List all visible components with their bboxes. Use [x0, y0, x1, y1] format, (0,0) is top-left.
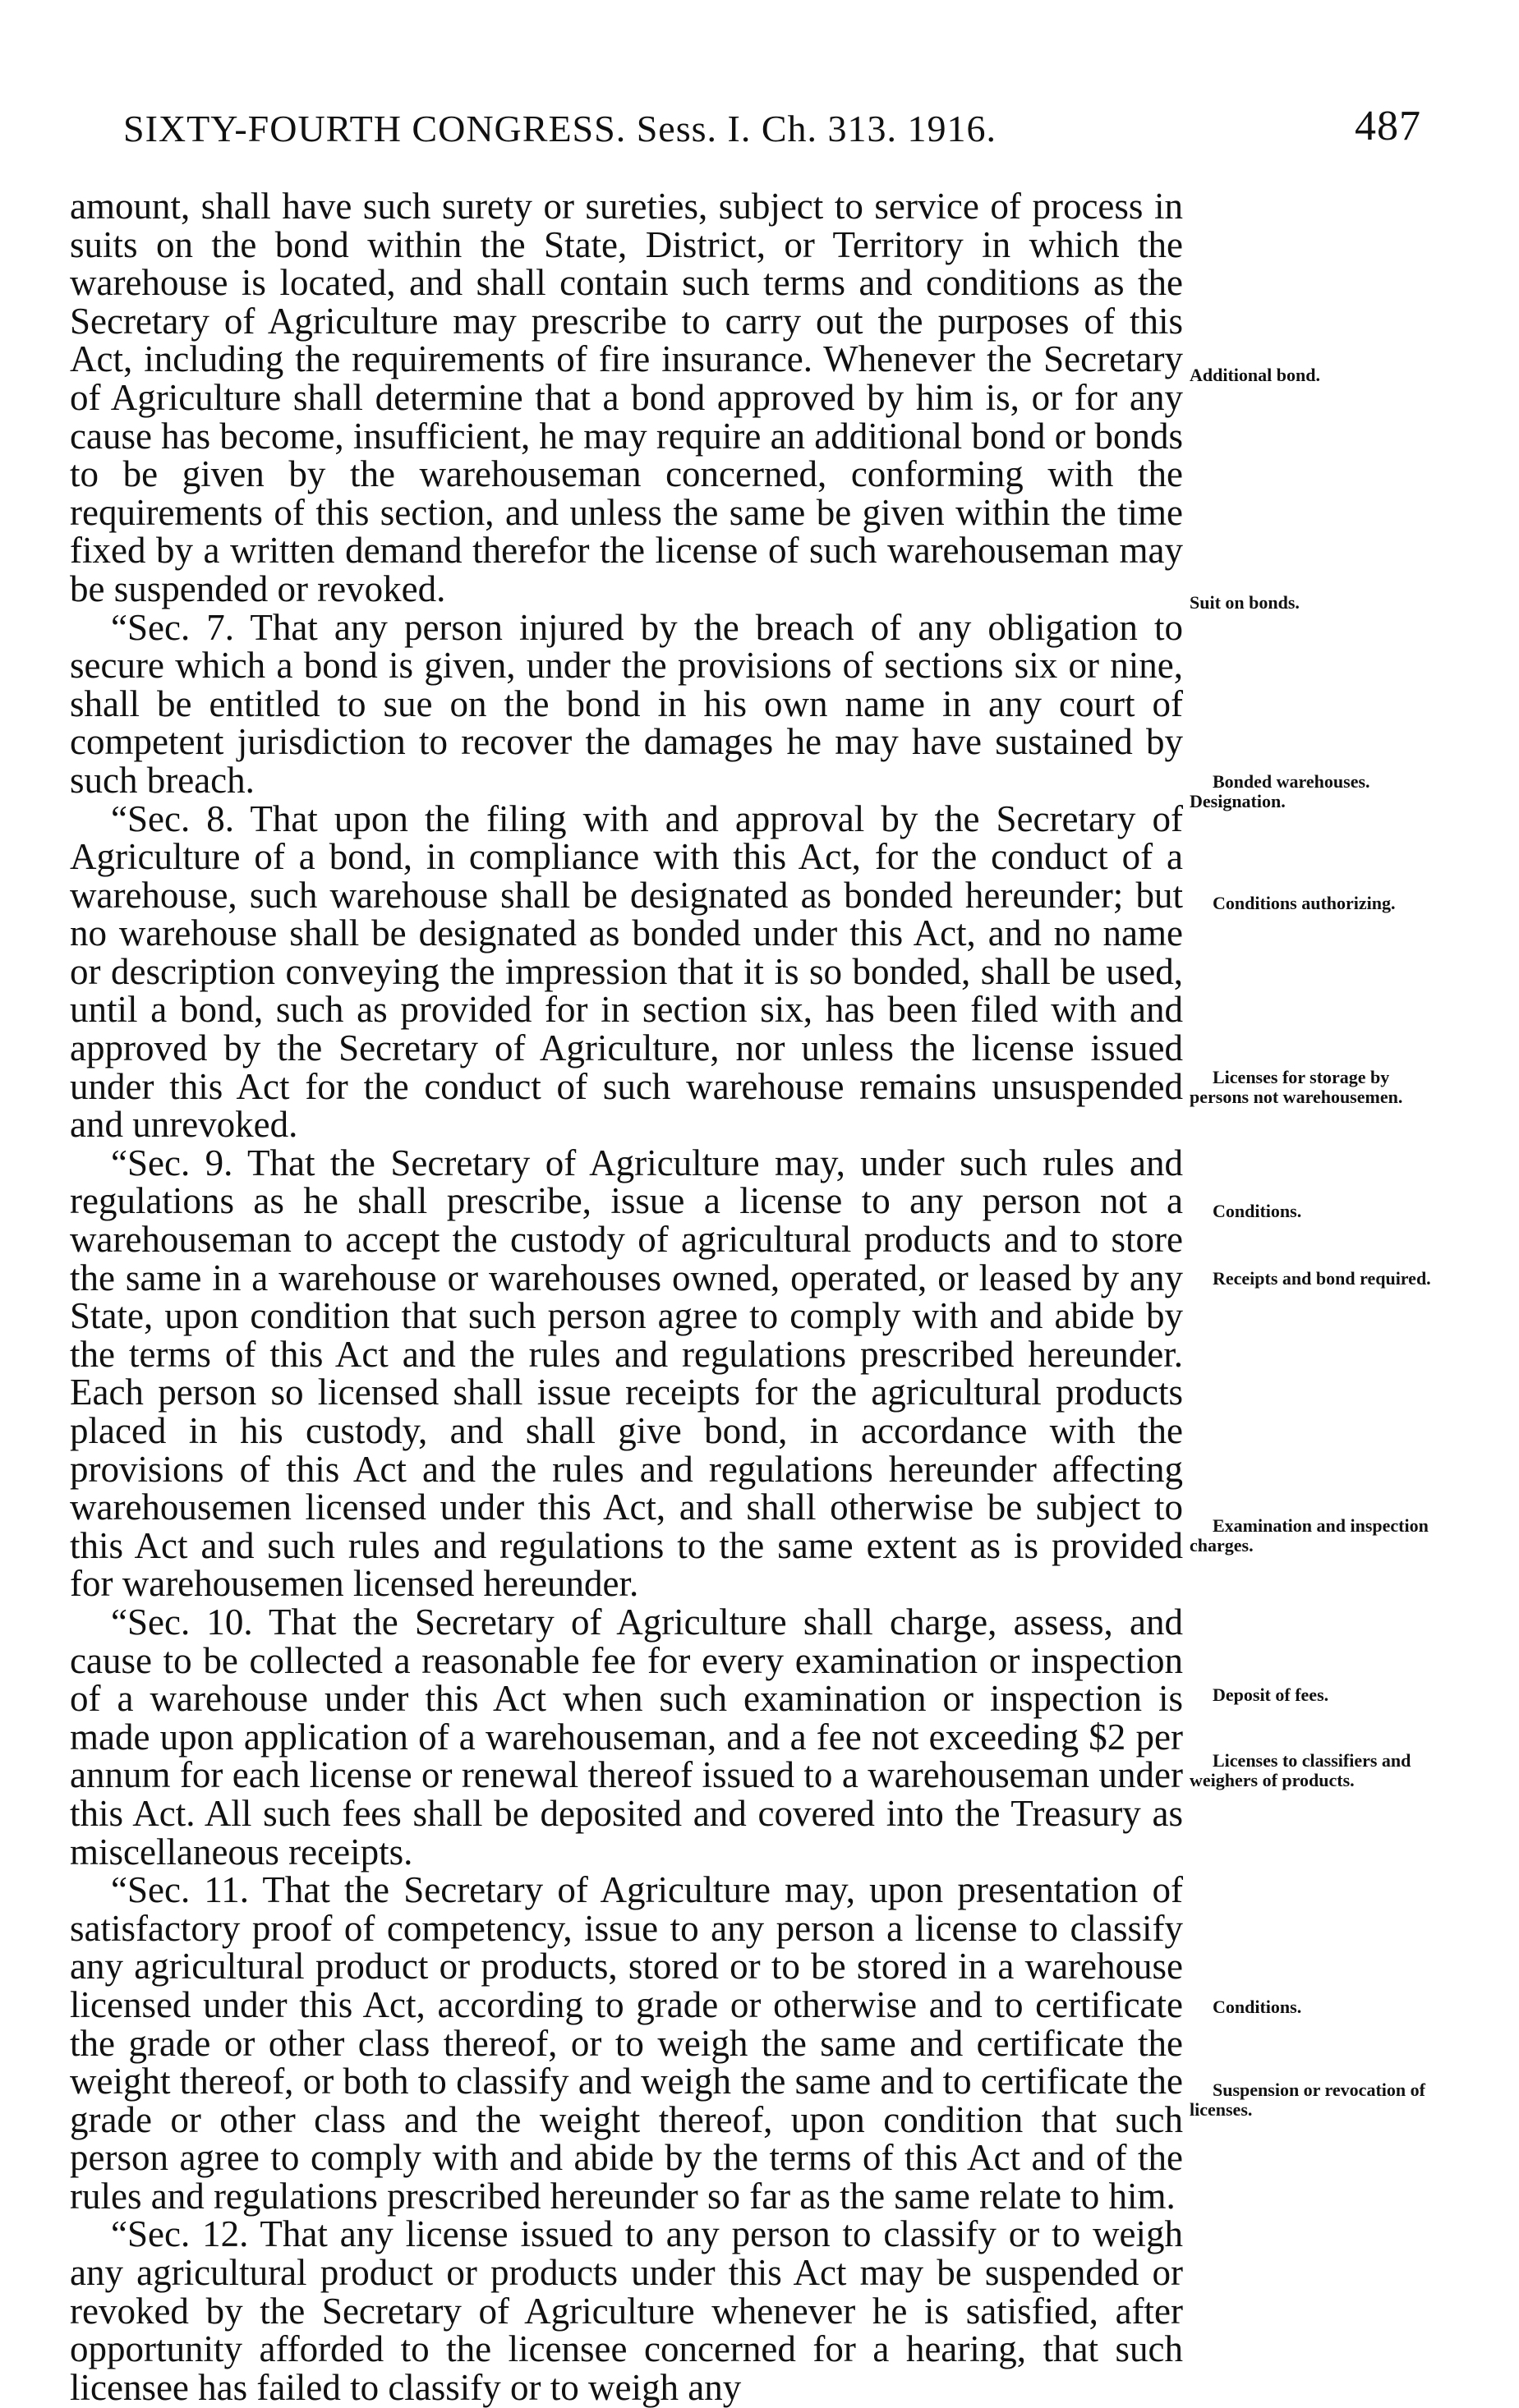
sidenote-conditions-2: Conditions. — [1213, 1997, 1302, 2017]
sidenote-licenses-classifiers: Licenses to classifiers and weighers of products. — [1190, 1750, 1411, 1790]
running-title: SIXTY-FOURTH CONGRESS. Sess. I. Ch. 313. 1916. — [123, 108, 997, 149]
sidenote-examination-charges: Examination and inspection charges. — [1190, 1515, 1429, 1556]
paragraph-sec9: “Sec. 9. That the Secretary of Agriculture may, under such rules and regulations as he shall prescribe, issue a license to any person not a warehouseman to accept the custody of agricultural products and to store the same in a warehouse or warehouses owned, operated, or leased by any State, upon condition that such person agree to comply with and abide by the terms of this Act and the rules and regulations prescribed hereunder. Each person so licensed shall issue receipts for the agricultural products placed in his custody, and shall give bond, in accordance with the provisions of this Act and the rules and regulations hereunder affecting warehousemen licensed under this Act, and shall otherwise be subject to this Act and such rules and regulations to the same extent as is provided for warehousemen licensed hereunder. — [70, 1142, 1183, 1605]
sidenote-deposit-fees: Deposit of fees. — [1213, 1684, 1329, 1705]
paragraph-sec8: “Sec. 8. That upon the filing with and approval by the Secretary of Agriculture of a bond, in compliance with this Act, for the conduct of a warehouse, such warehouse shall be designated as bonded hereunder; but no warehouse shall be designated as bonded under this Act, and no name or description conveying the impression that it is so bonded, shall be used, until a bond, such as provided for in section six, has been filed with and approved by the Secretary of Agriculture, nor unless the license issued under this Act for the conduct of such warehouse remains unsuspended and unrevoked. — [70, 797, 1183, 1146]
sidenote-bonded-warehouses: Bonded warehouses. Designation. — [1190, 771, 1370, 811]
sidenote-suspension-revocation: Suspension or revocation of licenses. — [1190, 2079, 1425, 2120]
sidenote-conditions-authorizing: Conditions authorizing. — [1213, 893, 1396, 913]
sidenote-suit-on-bonds: Suit on bonds. — [1190, 592, 1300, 613]
sidenote-licenses-storage: Licenses for storage by persons not warehousemen. — [1190, 1067, 1403, 1107]
paragraph-sec11: “Sec. 11. That the Secretary of Agriculture may, upon presentation of satisfactory proof of competency, issue to any person a license to classify any agricultural product or products, stored or to be stored in a warehouse licensed under this Act, according to grade or otherwise and to certificate the grade or other class thereof, or to weigh the same and certificate the weight thereof, or both to classify and weigh the same and to certificate the grade or other class and the weight thereof, upon condition that such person agree to comply with and abide by the terms of this Act and of the rules and regulations prescribed hereunder so far as the same relate to him. — [70, 1869, 1183, 2217]
page-number: 487 — [1355, 103, 1421, 149]
paragraph-sec6-continued: amount, shall have such surety or sureties, subject to service of process in suits on the bond within the State, District, or Territory in which the warehouse is located, and shall contain such terms and conditions as the Secretary of Agriculture may prescribe to carry out the purposes of this Act, including the requirements of fire insurance. Whenever the Secretary of Agriculture shall determine that a bond approved by him is, or for any cause has become, insufficient, he may require an additional bond or bonds to be given by the warehouseman concerned, conforming with the requirements of this section, and unless the same be given within the time fixed by a written demand therefor the license of such warehouseman may be suspended or revoked. — [70, 186, 1184, 609]
margin-notes — [1190, 0, 1436, 2337]
sidenote-additional-bond: Additional bond. — [1190, 365, 1320, 385]
paragraph-sec12: “Sec. 12. That any license issued to any person to classify or to weigh any agricultural product or products under this Act may be suspended or revoked by the Secretary of Agriculture whenever he is satisfied, after opportunity afforded to the licensee concerned for a hearing, that such licensee has failed to classify or to weigh any — [70, 2213, 1183, 2408]
sidenote-receipts-bond: Receipts and bond required. — [1213, 1268, 1431, 1289]
sidenote-conditions-1: Conditions. — [1213, 1201, 1302, 1221]
paragraph-sec10: “Sec. 10. That the Secretary of Agriculture shall charge, assess, and cause to be collected a reasonable fee for every examination or inspection of a warehouse under this Act when such examination or inspection is made upon application of a warehouseman, and a fee not exceeding $2 per annum for each license or renewal thereof issued to a warehouseman under this Act. All such fees shall be deposited and covered into the Treasury as miscellaneous receipts. — [70, 1601, 1183, 1873]
main-text — [70, 187, 1183, 2406]
paragraph-sec7: “Sec. 7. That any person injured by the breach of any obligation to secure which a bond is given, under the provisions of sections six or nine, shall be entitled to sue on the bond in his own name in any court of competent jurisdiction to recover the damages he may have sustained by such breach. — [70, 606, 1183, 801]
